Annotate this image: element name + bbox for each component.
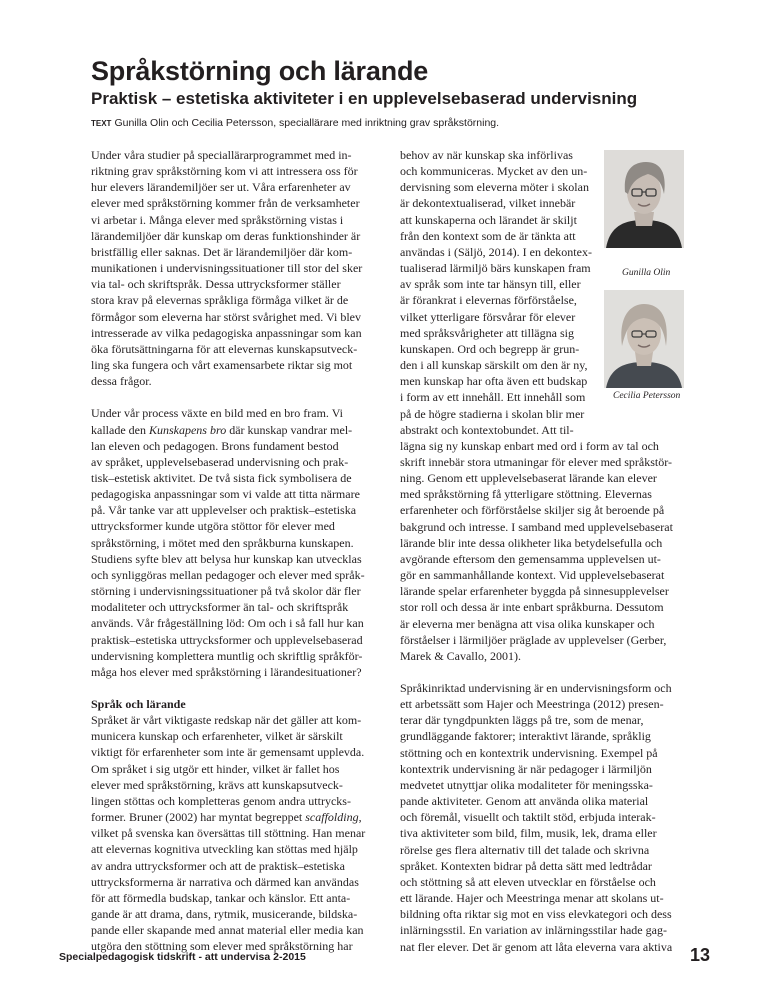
text-line: ling ska fungera och vårt examensarbete riktar sig mot [91,358,353,373]
text-line: är förankrat i elevernas förförståelse, [400,293,577,308]
text-line: vilket ytterligare försvårar för elever [400,309,576,324]
text-line: lägna sig ny kunskap enbart med ord i form av tal och [400,438,659,453]
text-line: och synliggöras mellan pedagoger och elever med språk- [91,567,365,582]
text-line: inlärningsstil. En variation av inlärningsstilar hade gag- [400,923,667,938]
text-line: av språk som inte tar hänsyn till, eller [400,277,581,292]
text-line [91,809,383,825]
text-line: praktisk–estetiska uttrycksformer och upplevelsebaserad [91,632,363,647]
text-line: lärande spelar erfarenheter byggda på sinnesupplevelser [400,584,669,599]
photo-caption-cecilia: Cecilia Petersson [613,391,681,401]
text-line: tualiserad lärmiljö bärs kunskapen fram [400,261,591,276]
text-line: på de högre stadierna i skolan blir mer [400,406,585,421]
author-photo-gunilla [604,150,684,248]
text-line: via tal- och skriftspråk. Dessa uttrycksformer ställer [91,277,341,292]
text-line: den i all kunskap särskilt om den är ny, [400,358,588,373]
text-line: och kommuniceras. Mycket av den un- [400,164,588,179]
emphasis-kunskapens-bro: Kunskapens bro [148,422,227,437]
text-line: vi arbetar i. Många elever med språkstörning vistas i [91,212,344,227]
text-line: intresserade av vilka pedagogiska anpassningar som kan [91,325,362,340]
text-line: pande eller skapande med annat material eller media kan [91,923,364,938]
text-line: Under våra studier på speciallärarprogrammet med in- [91,148,352,162]
text-line: med språksvårigheter att tillägna sig [400,325,574,340]
text-line: bildning ofta riktar sig mot en viss elevkategori och dess [400,907,672,922]
text-line: uttrycksformer kunde utgöra stöttor för elever med [91,519,335,534]
text-line: i form av ett innehåll. Ett innehåll som [400,390,586,405]
text-line: tisk–estetisk aktivitet. De två sista fick symbolisera de [91,470,352,485]
text-line: pande aktiviteter. Genom att använda olika material [400,794,649,809]
text-line: gör en sammanhållande kontext. Vid upplevelsebaserat [400,568,665,583]
text-line: abstrakt och kontextobundet. Att til- [400,422,574,437]
text-line: kontextrik undervisning är när pedagoger i lärmiljön [400,761,652,776]
text-line: bristfällig eller saknas. Det är lärandemiljöer där kom- [91,244,353,259]
text-line: är eleverna mer benägna att visa olika kunskaper och [400,616,655,631]
text-line: ett arbetssätt som Hajer och Meestringa (2012) presen- [400,697,664,712]
journal-name: Specialpedagogisk tidskrift - att undervisa 2-2015 [59,951,306,963]
author-photo-cecilia [604,290,684,388]
text-line: öka förutsättningarna för att elevernas kunskapsutveck- [91,341,358,356]
article-subtitle: Praktisk – estetiska aktiviteter i en upplevelsebaserad undervisning [91,89,638,108]
text-line: används. Vår frågeställning löd: Om och i så fall hur kan [91,616,364,631]
photo-caption-gunilla: Gunilla Olin [622,268,671,278]
text-line: avgörande eftersom den gemensamma upplevelsen ut- [400,551,661,566]
text-line: kunskapen. Ord och begrepp är grun- [400,341,580,356]
text-run: former. Bruner (2002) har myntat begreppet [91,810,306,825]
text-line: språket. Kontexten bidrar på detta sätt med ledtrådar [400,858,652,873]
text-line: av andra uttrycksformer och att de praktisk–estetiska [91,858,345,873]
left-paragraph-3-lines-a [91,712,383,809]
text-line: tiva aktiviteter som bild, film, musik, lek, drama eller [400,826,657,841]
byline [91,116,499,131]
byline-text: Gunilla Olin och Cecilia Petersson, speciallärare med inriktning grav språkstörning. [114,117,500,129]
text-line: användas i (Säljö, 2014). I en dekontex- [400,244,592,259]
page-number: 13 [690,945,711,965]
text-line: behov av när kunskap ska införlivas [400,148,573,162]
text-line: lärande blir inte dessa olikheter lika betydelsefulla och [400,535,663,550]
text-line: dervisning som eleverna möter i skolan [400,180,589,195]
text-line: hur elevers lärandemiljöer ser ut. Våra erfarenheter av [91,180,351,195]
text-line: att kunskaperna och lärandet är skiljt [400,212,577,227]
left-paragraph-3 [91,696,383,955]
text-line: elever med språkstörning kommer från de verksamheter [91,196,360,211]
article-title: Språkstörning och lärande [91,56,429,86]
left-paragraph-2 [91,405,383,680]
text-line: förståelser i lärmiljöer präglade av upplevelser (Gerber, [400,632,667,647]
text-line: Studiens syfte blev att belysa hur kunskap kan utvecklas [91,551,362,566]
text-line: munikationen i undervisningssituationer till stor del sker [91,261,363,276]
text-line: undervisning komplettera muntlig och skriftlig språkför- [91,648,363,663]
text-line: ett lärande. Hajer och Meestringa menar att skolans ut- [400,891,664,906]
text-line: Språket är vårt viktigaste redskap när det gäller att kom- [91,713,362,728]
portrait-icon [604,150,684,248]
text-line: utgöra den stöttning som elever med språkstörning har [91,939,353,954]
text-line: stöttning och en kontextrik undervisning. Exempel på [400,745,658,760]
text-line: lan eleven och pedagogen. Brons fundament bestod [91,438,339,453]
text-line: riktning grav språkstörning kom vi att intressera oss för [91,164,358,179]
text-line: nat fler elever. Det är genom att låta eleverna vara aktiva [400,939,673,954]
left-column [91,147,383,955]
text-line: elever med språkstörning, krävs att kunskapsutveck- [91,777,343,792]
text-run: kallade den [91,422,149,437]
section-heading: Språk och lärande [91,697,186,711]
left-paragraph-3-lines-c [91,825,383,954]
text-line: uttrycksformerna är narrativa och därmed kan användas [91,874,359,889]
text-line: från den kontext som de är tänkta att [400,228,576,243]
text-line: pedagogiska anpassningar som vi valde att titta närmare [91,487,360,502]
text-line: med språkstörning få ytterligare stöttning. Elevernas [400,487,652,502]
text-line [91,422,383,438]
text-line: Språkinriktad undervisning är en undervisningsform och [400,681,672,695]
text-run: , [358,810,362,825]
text-line: medvetet utnyttjar olika modaliteter för meningsska- [400,777,653,792]
text-line: rörelse ges flera alternativ till det talade och skrivna [400,842,650,857]
text-line: erfarenheter och förförståelse skiljer sig åt beroende på [400,503,665,518]
text-line: grundläggande faktorer; interaktivt lärande, språklig [400,729,651,744]
text-run: där kunskap vandrar mel- [226,422,353,437]
text-line: Under vår process växte en bild med en bro fram. Vi [91,406,343,421]
text-line: gande är att drama, dans, rytmik, musicerande, bildska- [91,907,358,922]
text-line: Marek & Cavallo, 2001). [400,648,521,663]
text-line: ning. Genom ett upplevelsebaserat lärande kan elever [400,471,657,486]
text-line: municera kunskap och erfarenheter, vilket är särskilt [91,729,343,744]
emphasis-scaffolding: scaffolding [305,810,359,825]
portrait-icon [604,290,684,388]
text-line: störning i undervisningssituationer på två skolor där fler [91,584,361,599]
text-line: måga hos elever med språkstörning i lärandesituationer? [91,664,362,679]
left-paragraph-2-lines [91,438,383,680]
text-line: terar där tyngdpunkten läggs på tre, som de menar, [400,713,644,728]
text-line: modaliteter och uttrycksformer än tal- och skriftspråk [91,600,349,615]
text-line: lingen stöttas och kompletteras genom andra uttrycks- [91,793,351,808]
text-line: dessa frågor. [91,374,152,389]
text-line: bakgrund och intresse. I samband med upplevelsebaserat [400,519,673,534]
text-line: är dekontextualiserad, vilket innebär [400,196,576,211]
text-line: viktigt för erfarenheter som inte är gemensamt upplevda. [91,745,365,760]
right-paragraph-2 [400,680,682,955]
text-line: på. Vår tanke var att upplevelser och praktisk–estetiska [91,503,357,518]
text-line: stora krav på elevernas språkliga förmåga vilket är de [91,293,349,308]
text-line: för att förmedla budskap, tankar och känslor. Ett anta- [91,890,351,905]
text-line: stor roll och dessa är inte enbart språkburna. Dessutom [400,600,664,615]
left-paragraph-1 [91,147,383,389]
text-line: Om språket i sig utgör ett hinder, vilket är fallet hos [91,761,340,776]
text-line: skrift innebär stora utmaningar för elever med språkstör- [400,454,672,469]
text-line: och föremål, visuellt och taktilt stöd, erbjuda interak- [400,810,656,825]
text-line: vilket på svenska kan översättas till stöttning. Han menar [91,826,366,841]
text-line: att elevernas kognitiva utveckling kan stöttas med hjälp [91,842,358,857]
text-line: av språket, upplevelsebaserad undervisning och prak- [91,454,349,469]
text-line: men kunskap har ofta även ett budskap [400,374,588,389]
text-line: och stöttning så att eleven utvecklar en förståelse och [400,874,656,889]
text-line: lärandemiljöer där kunskap om deras funktionshinder är [91,228,361,243]
text-line: språkstörning, i mötet med den språkburna kunskapen. [91,535,354,550]
byline-label: TEXT [91,119,112,128]
text-line: förmågor som eleverna har störst svårighet med. Vi blev [91,309,361,324]
